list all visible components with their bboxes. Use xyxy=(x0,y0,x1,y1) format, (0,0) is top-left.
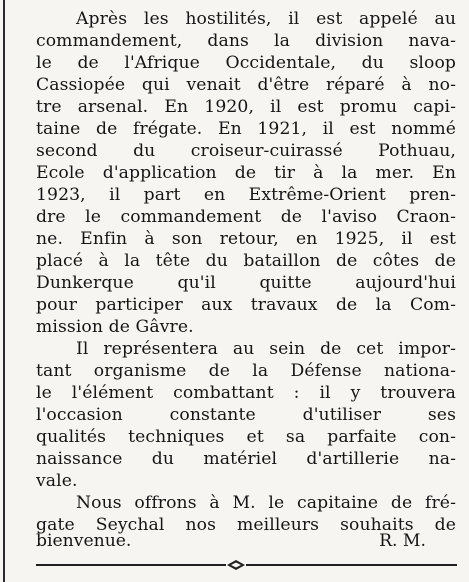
text-line: bienvenue. xyxy=(36,531,132,551)
signature: R. M. xyxy=(379,531,426,551)
text-line: Dunkerque qu'il quitte aujourd'hui xyxy=(36,273,456,293)
text-line: taine de frégate. En 1921, il est nommé xyxy=(36,119,456,139)
text-line: Ecole d'application de tir à la mer. En xyxy=(36,163,456,183)
text-line: le de l'Afrique Occidentale, du sloop xyxy=(36,53,456,73)
text-line: mission de Gâvre. xyxy=(36,317,194,337)
text-line: tre arsenal. En 1920, il est promu capi- xyxy=(36,97,456,117)
text-line: tant organisme de la Défense nationa- xyxy=(36,361,456,381)
text-line: placé à la tête du bataillon de côtes de xyxy=(36,251,456,271)
text-line: Cassiopée qui venait d'être réparé à no- xyxy=(36,75,456,95)
text-line: Il représentera au sein de cet impor- xyxy=(76,339,456,359)
text-line: gate Seychal nos meilleurs souhaits de xyxy=(36,515,456,535)
text-line: 1923, il part en Extrême-Orient pren- xyxy=(36,185,456,205)
section-divider xyxy=(36,564,457,566)
text-line: second du croiseur-cuirassé Pothuau, xyxy=(36,141,456,161)
text-line: naissance du matériel d'artillerie na- xyxy=(36,449,456,469)
text-line: vale. xyxy=(36,471,78,491)
divider-ornament-icon xyxy=(226,558,246,572)
column-rule xyxy=(3,0,5,582)
text-line: Nous offrons à M. le capitaine de fré- xyxy=(76,493,456,513)
text-line: commandement, dans la division nava- xyxy=(36,31,456,51)
text-line: l'occasion constante d'utiliser ses xyxy=(36,405,456,425)
newspaper-article xyxy=(10,0,466,582)
text-line: dre le commandement de l'aviso Craon- xyxy=(36,207,456,227)
text-line: qualités techniques et sa parfaite con- xyxy=(36,427,456,447)
text-line: ne. Enfin à son retour, en 1925, il est xyxy=(36,229,456,249)
text-line: pour participer aux travaux de la Com- xyxy=(36,295,456,315)
text-line: Après les hostilités, il est appelé au xyxy=(76,9,456,29)
text-line: le l'élément combattant : il y trouvera xyxy=(36,383,456,403)
